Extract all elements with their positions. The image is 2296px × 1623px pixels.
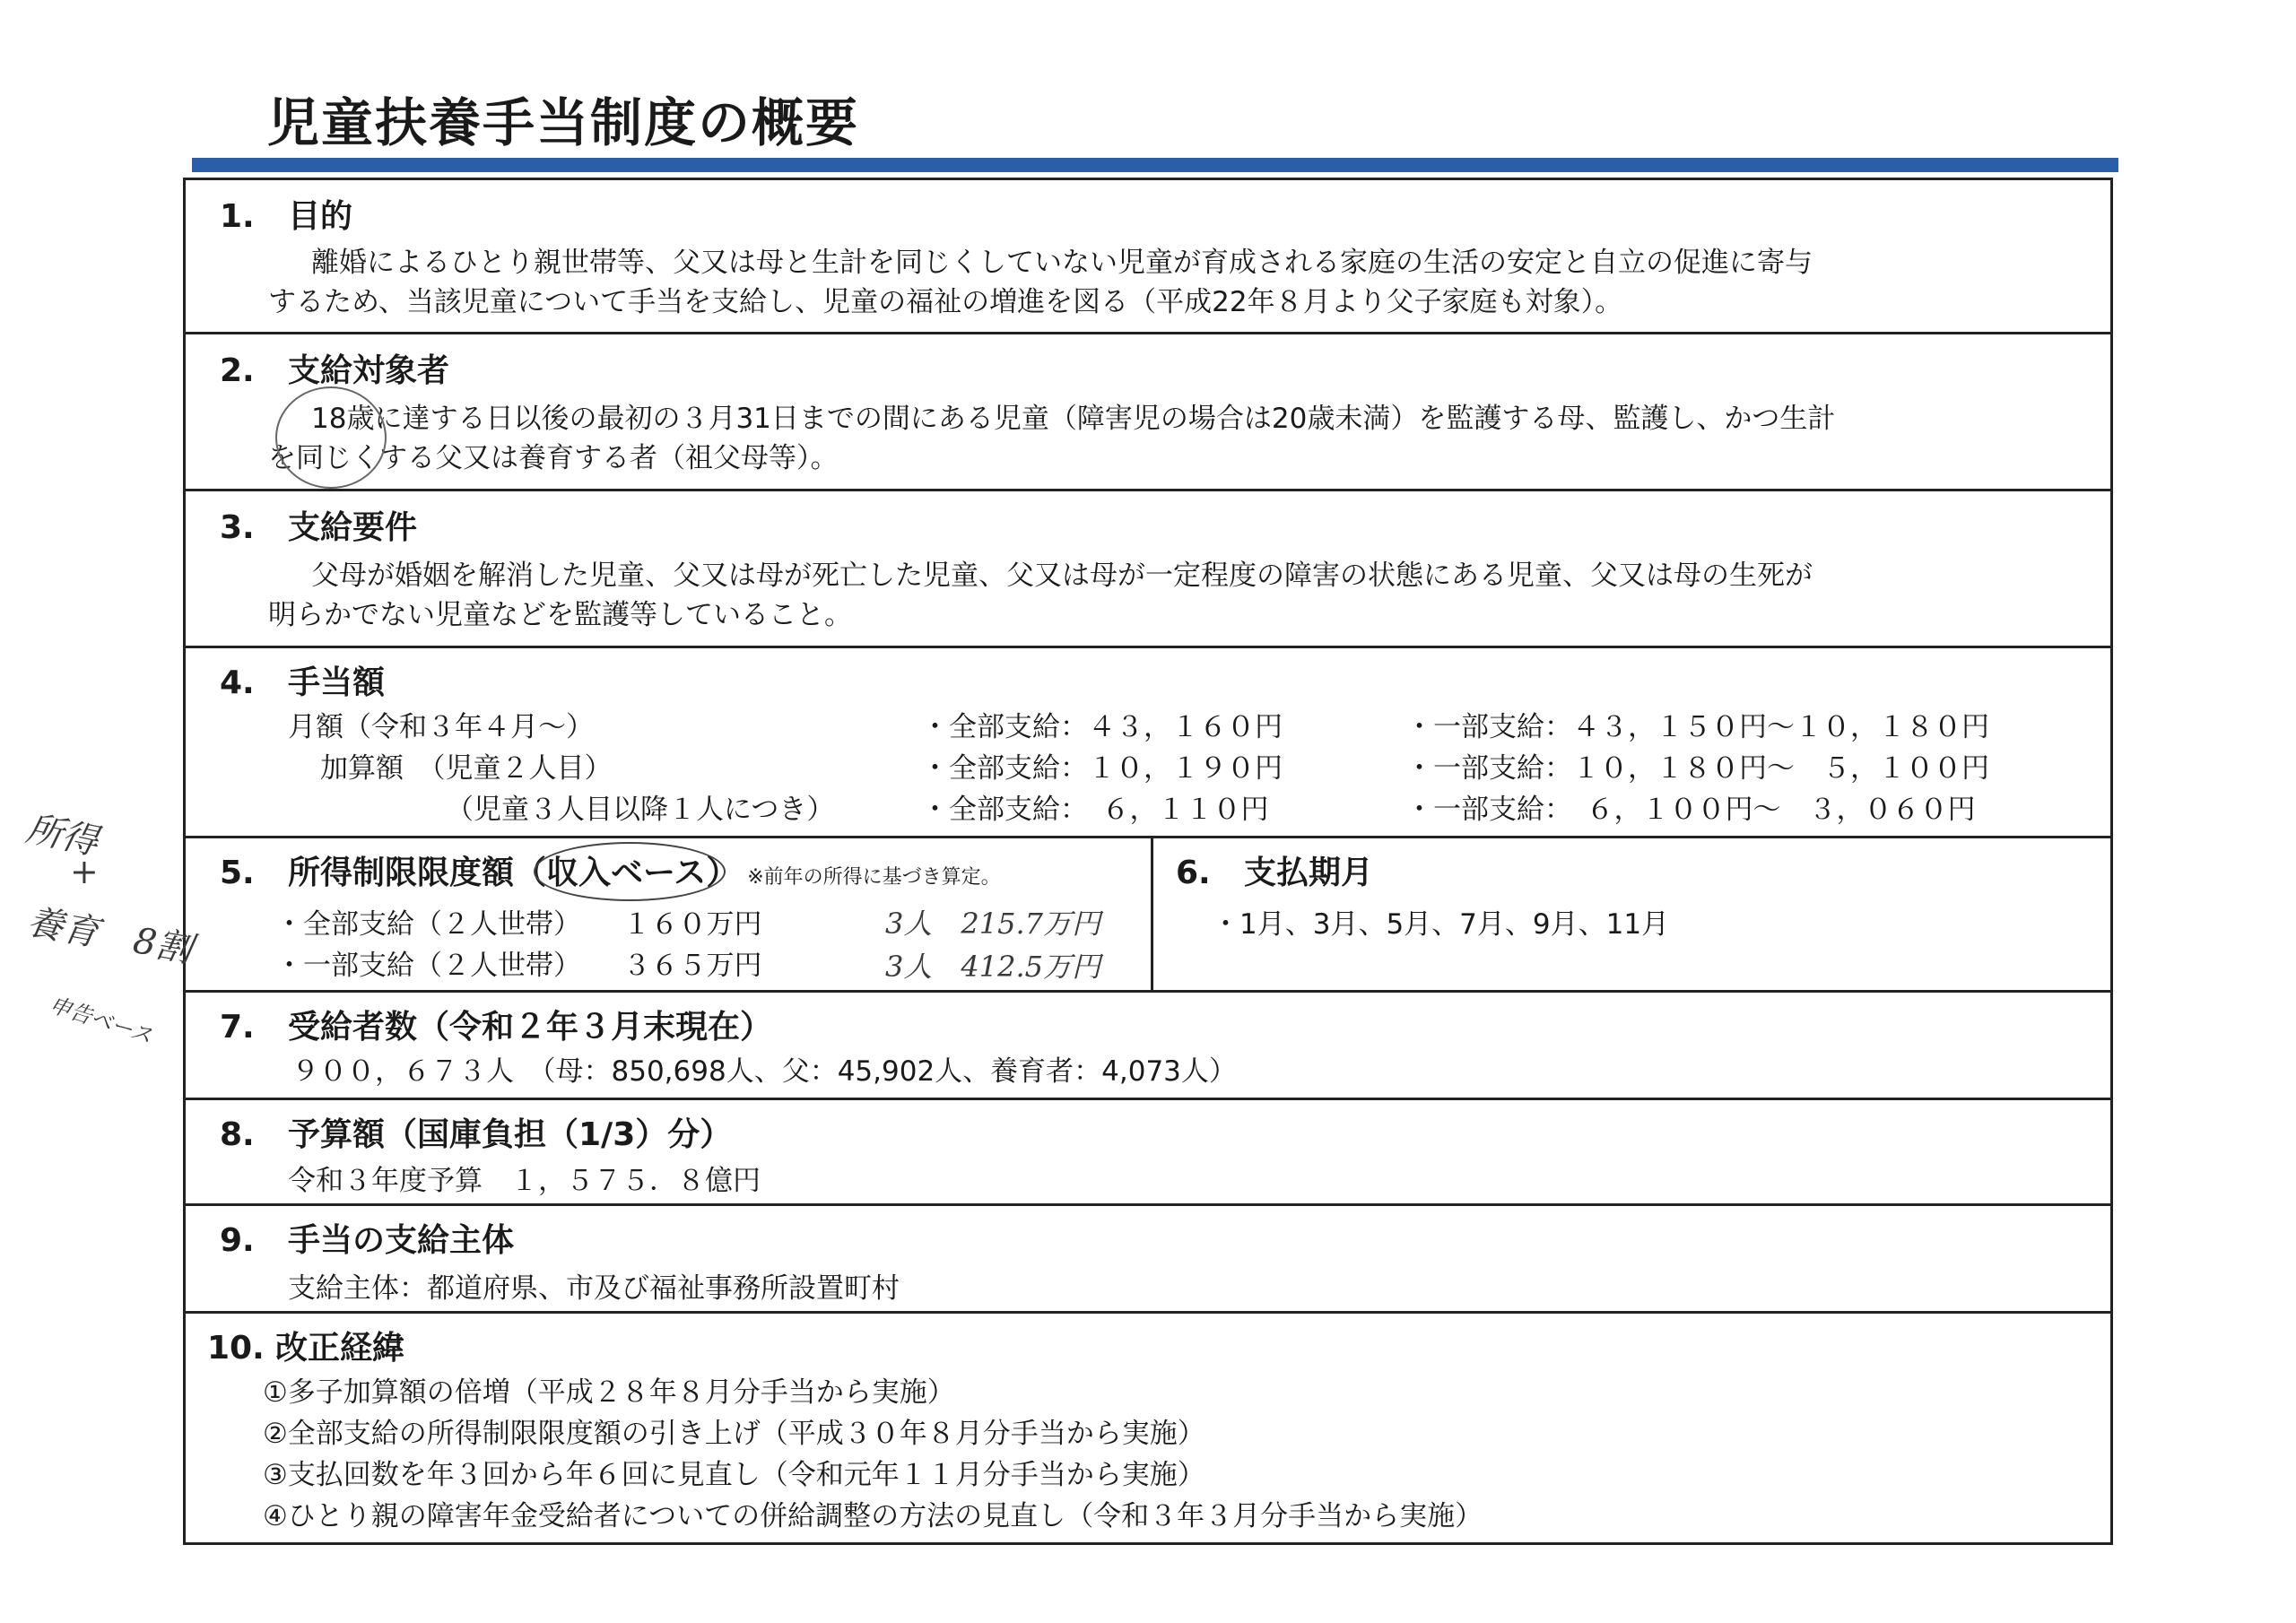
section-text-line: ９００，６７３人 （母：850,698人、父：45,902人、養育者：4,073人） [291, 1055, 1237, 1088]
income-limit-line: ・全部支給（２人世帯） １６０万円 [275, 908, 762, 941]
section-requirements [186, 491, 2110, 648]
section-heading: 9. 手当の支給主体 [220, 1222, 515, 1259]
amount-row-label: 月額（令和３年４月～） [288, 711, 594, 743]
section-eligible-persons [186, 334, 2110, 491]
column-divider [1151, 838, 1153, 990]
handwritten-note: 3人 412.5万円 [885, 950, 1100, 984]
section-heading: 4. 手当額 [220, 664, 386, 701]
section-text-line: 支給主体：都道府県、市及び福祉事務所設置町村 [288, 1272, 900, 1305]
section-recipients [186, 993, 2110, 1100]
section-heading: 2. 支給対象者 [220, 352, 450, 389]
section-text-line: するため、当該児童について手当を支給し、児童の福祉の増進を図る（平成22年８月より父子家庭も対象）。 [268, 286, 1623, 318]
margin-handwritten-note: 申告ベース [46, 992, 156, 1049]
section-heading: 10. 改正経緯 [207, 1330, 405, 1367]
payment-months-line: ・1月、3月、5月、7月、9月、11月 [1212, 908, 1670, 941]
section-budget [186, 1100, 2110, 1206]
section-payer [186, 1206, 2110, 1314]
amount-row-label: （児童３人目以降１人につき） [446, 794, 835, 826]
income-limit-line: ・一部支給（２人世帯） ３６５万円 [275, 950, 762, 982]
section-text-line: 明らかでない児童などを監護等していること。 [268, 599, 852, 631]
amount-row-full: ・全部支給： ６，１１０円 [921, 794, 1269, 826]
section-heading: 1. 目的 [220, 198, 353, 235]
page-title: 児童扶養手当制度の概要 [267, 92, 860, 153]
section-note: ※前年の所得に基づき算定。 [747, 866, 1001, 889]
amount-row-label: 加算額 （児童２人目） [320, 752, 613, 785]
amount-row-partial: ・一部支給：１０，１８０円～ ５，１００円 [1405, 752, 1989, 785]
revision-item: ③支払回数を年３回から年６回に見直し（令和元年１１月分手当から実施） [263, 1459, 1205, 1491]
overview-table [183, 178, 2113, 1545]
revision-item: ④ひとり親の障害年金受給者についての併給調整の方法の見直し（令和３年３月分手当から実施） [263, 1500, 1483, 1532]
handwritten-circle-mark [534, 842, 726, 901]
amount-row-full: ・全部支給：４３，１６０円 [921, 711, 1283, 743]
title-underline-bar [192, 158, 2118, 172]
section-text-line: 18歳に達する日以後の最初の３月31日までの間にある児童（障害児の場合は20歳未満）を監護する母、監護し、かつ生計 [311, 403, 1836, 435]
section-heading: 3. 支給要件 [220, 509, 418, 546]
revision-item: ②全部支給の所得制限限度額の引き上げ（平成３０年８月分手当から実施） [263, 1418, 1205, 1450]
section-text-line: を同じくする父又は養育する者（祖父母等）。 [268, 442, 839, 474]
section-heading: 6. 支払期月 [1176, 855, 1374, 891]
section-text-line: 離婚によるひとり親世帯等、父又は母と生計を同じくしていない児童が育成される家庭の生活の安定と自立の促進に寄与 [311, 247, 1813, 279]
section-heading: 5. 所得制限限度額（収入ベース） ※前年の所得に基づき算定。 [220, 855, 1001, 891]
section-revision-history [186, 1314, 2110, 1542]
amount-row-partial: ・一部支給：４３，１５０円～１０，１８０円 [1405, 711, 1989, 743]
amount-row-full: ・全部支給：１０，１９０円 [921, 752, 1283, 785]
section-text-line: 父母が婚姻を解消した児童、父又は母が死亡した児童、父又は母が一定程度の障害の状態にある児童、父又は母の生死が [311, 560, 1813, 592]
amount-row-partial: ・一部支給： ６，１００円～ ３，０６０円 [1405, 794, 1976, 826]
handwritten-circle-mark [275, 386, 387, 489]
section-allowance-amount [186, 648, 2110, 838]
revision-item: ①多子加算額の倍増（平成２８年８月分手当から実施） [263, 1376, 955, 1409]
section-income-limit-and-payment [186, 838, 2110, 993]
section-heading: 7. 受給者数（令和２年３月末現在） [220, 1009, 773, 1046]
section-text-line: 令和３年度予算 １，５７５．８億円 [288, 1165, 761, 1197]
handwritten-note: 3人 215.7万円 [885, 907, 1100, 941]
margin-handwritten-note: 養育 8割 [23, 901, 196, 971]
margin-handwritten-note: + [70, 852, 99, 891]
section-heading: 8. 予算額（国庫負担（1/3）分） [220, 1116, 733, 1153]
section-purpose [186, 180, 2110, 334]
margin-handwritten-note: 所得 [22, 808, 102, 864]
